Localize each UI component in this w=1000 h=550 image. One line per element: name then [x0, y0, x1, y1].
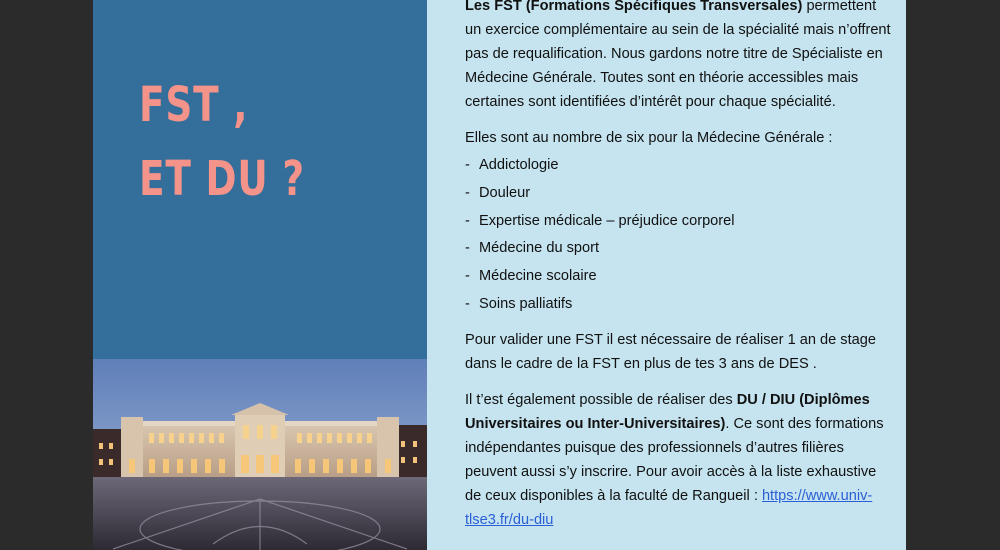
du-after: . Ce sont des formations indépendantes puisque des professionnels d’autres filières peuvent aussi s’y inscrire. Pour avoir accès à la liste exhaustive de ceux disponibles à la faculté de Rangueil : — [465, 415, 884, 504]
list-item: - Médecine du sport — [465, 240, 600, 257]
list-item-label: Douleur — [479, 184, 531, 201]
left-panel — [93, 0, 427, 359]
fst-list — [465, 153, 895, 316]
du-before: Il t’est également possible de réaliser des — [465, 391, 737, 408]
capitole-toulouse-photo-icon — [93, 359, 427, 550]
list-item: - Médecine scolaire — [465, 268, 597, 285]
du-diu-link[interactable]: https://www.univ-tlse3.fr/du-diu — [465, 487, 873, 528]
du-bold: DU / DIU (Diplômes Universitaires ou Inter-Universitaires) — [465, 391, 870, 432]
list-item: - Soins palliatifs — [465, 295, 573, 312]
intro-rest: permettent un exercice complémentaire au sein de la spécialité mais n’offrent pas de requalification. Nous gardons notre titre de Spécialiste en Médecine Générale. Toutes sont en théorie accessibles mais certaines sont identifiées d’intérêt pour chaque spécialité. — [465, 0, 891, 110]
title-line-2: ET DU ? — [139, 151, 305, 207]
capitole-photo — [93, 359, 427, 550]
list-item: - Douleur — [465, 184, 531, 201]
article-text — [465, 0, 895, 544]
list-item-label: Médecine du sport — [479, 240, 600, 257]
title-line-1: FST , — [139, 77, 249, 133]
stage-paragraph: Pour valider une FST il est nécessaire de réaliser 1 an de stage dans le cadre de la FST en plus de tes 3 ans de DES . — [465, 331, 877, 372]
intro-bold: Les FST (Formations Spécifiques Transversales) — [465, 0, 803, 14]
page-title — [139, 68, 305, 216]
intro-paragraph — [465, 0, 895, 114]
list-item-label: Médecine scolaire — [479, 268, 597, 285]
right-panel — [427, 0, 906, 550]
list-intro: Elles sont au nombre de six pour la Médecine Générale : — [465, 130, 833, 146]
page — [93, 0, 906, 550]
du-paragraph — [465, 388, 895, 532]
list-item-label: Expertise médicale – préjudice corporel — [479, 212, 735, 229]
list-item: - Expertise médicale – préjudice corporel — [465, 212, 735, 229]
list-item-label: Soins palliatifs — [479, 295, 573, 312]
list-item-label: Addictologie — [479, 157, 559, 173]
list-item: - Addictologie — [465, 157, 559, 173]
